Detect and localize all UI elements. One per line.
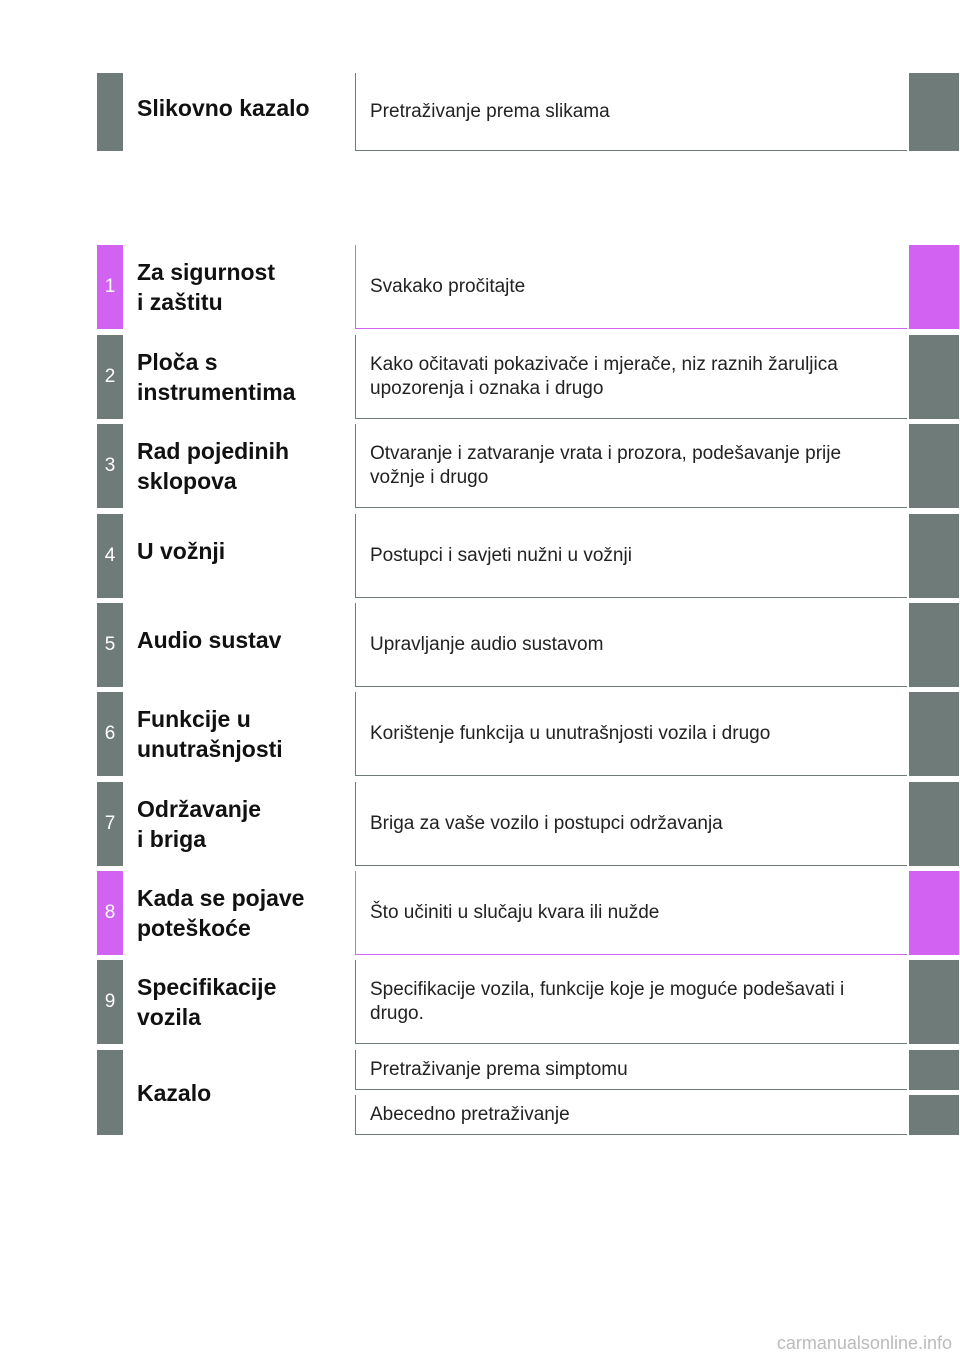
chapter-row-9[interactable] [97,960,959,1044]
chapter-title: Audio sustav [137,627,282,653]
chapter-number: 7 [97,782,123,866]
chapter-description: Specifikacije vozila, funkcije koje je moguće podešavati i drugo. [355,960,907,1044]
index-alphabetical-side-tab[interactable] [909,1095,959,1135]
chapter-description: Kako očitavati pokazivače i mjerače, niz raznih žaruljica upozorenja i oznaka i drugo [355,335,907,419]
chapter-row-4[interactable] [97,514,959,598]
header-description: Pretraživanje prema slikama [355,73,907,151]
index-alphabetical-link[interactable]: Abecedno pretraživanje [355,1095,907,1135]
chapter-row-5[interactable] [97,603,959,687]
index-title: Kazalo [137,1079,212,1106]
chapter-number: 5 [97,603,123,687]
chapter-title: Kada se pojave poteškoće [137,885,305,941]
chapter-title: Održavanje i briga [137,796,261,852]
chapter-number: 2 [97,335,123,419]
header-title: Slikovno kazalo [137,95,310,121]
chapter-description: Briga za vaše vozilo i postupci održavanja [355,782,907,866]
watermark: carmanualsonline.info [776,1333,952,1353]
chapter-number: 9 [97,960,123,1044]
chapter-row-3[interactable] [97,424,959,508]
index-symptom-link[interactable]: Pretraživanje prema simptomu [355,1050,907,1090]
chapter-side-tab[interactable] [909,782,959,866]
chapter-description: Što učiniti u slučaju kvara ili nužde [355,871,907,955]
chapter-row-6[interactable] [97,692,959,776]
chapter-number: 8 [97,871,123,955]
header-side-tab[interactable] [909,73,959,151]
chapter-row-8[interactable] [97,871,959,955]
chapter-description: Postupci i savjeti nužni u vožnji [355,514,907,598]
chapter-title: Ploča s instrumentima [137,349,296,405]
chapter-title: Specifikacije vozila [137,974,277,1030]
chapter-description: Svakako pročitajte [355,245,907,329]
chapter-side-tab[interactable] [909,514,959,598]
index-tab [97,1050,123,1135]
index-row [97,1050,959,1135]
chapter-title: Za sigurnost i zaštitu [137,259,276,315]
chapter-title: Rad pojedinih sklopova [137,438,290,494]
chapter-description: Upravljanje audio sustavom [355,603,907,687]
header-tab [97,73,123,151]
chapter-title: U vožnji [137,538,226,564]
chapter-description: Otvaranje i zatvaranje vrata i prozora, podešavanje prije vožnje i drugo [355,424,907,508]
chapter-side-tab[interactable] [909,692,959,776]
chapter-number: 1 [97,245,123,329]
chapter-description: Korištenje funkcija u unutrašnjosti vozila i drugo [355,692,907,776]
chapter-row-7[interactable] [97,782,959,866]
chapter-side-tab[interactable] [909,424,959,508]
chapter-row-1[interactable] [97,245,959,329]
chapter-row-2[interactable] [97,335,959,419]
chapter-side-tab[interactable] [909,245,959,329]
chapter-side-tab[interactable] [909,335,959,419]
chapter-number: 6 [97,692,123,776]
header-row[interactable] [97,73,959,151]
chapter-side-tab[interactable] [909,871,959,955]
chapter-number: 3 [97,424,123,508]
chapter-title: Funkcije u unutrašnjosti [137,706,283,762]
chapter-side-tab[interactable] [909,960,959,1044]
chapter-number: 4 [97,514,123,598]
index-symptom-side-tab[interactable] [909,1050,959,1090]
chapter-side-tab[interactable] [909,603,959,687]
